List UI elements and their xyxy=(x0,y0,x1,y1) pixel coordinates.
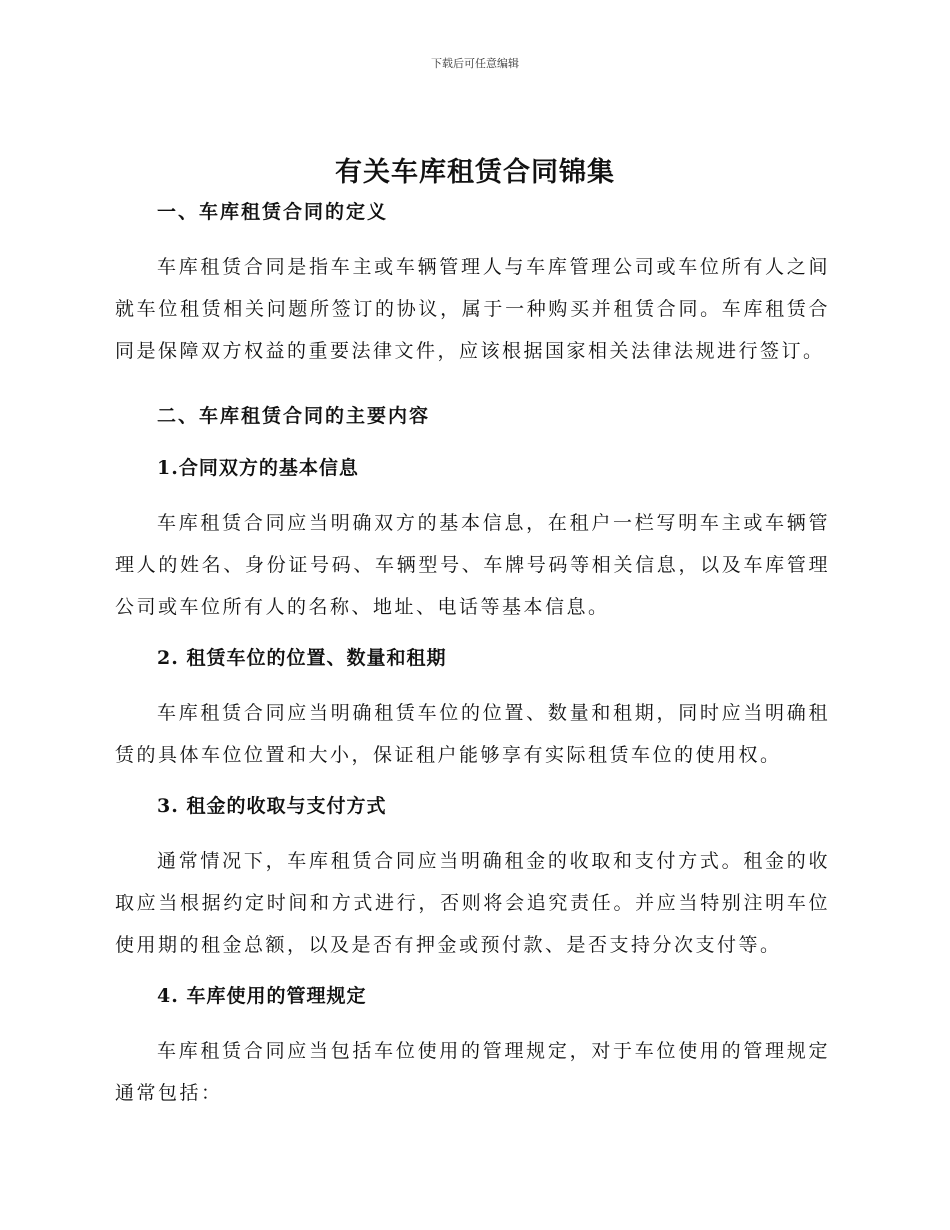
header-note: 下载后可任意编辑 xyxy=(431,57,519,70)
document-title: 有关车库租赁合同锦集 xyxy=(335,157,615,188)
section-heading-definition: 一、车库租赁合同的定义 xyxy=(157,201,389,223)
subsection-heading-basic-info: 1.合同双方的基本信息 xyxy=(157,457,359,479)
subsection-heading-location: 2. 租赁车位的位置、数量和租期 xyxy=(157,647,447,669)
subsection-heading-management: 4. 车库使用的管理规定 xyxy=(157,985,367,1007)
section-heading-main-content: 二、车库租赁合同的主要内容 xyxy=(157,405,431,427)
paragraph-location: 车库租赁合同应当明确租赁车位的位置、数量和租期，同时应当明确租赁的具体车位位置和大小，保证租户能够享有实际租赁车位的使用权。 xyxy=(115,702,830,766)
paragraph-management: 车库租赁合同应当包括车位使用的管理规定，对于车位使用的管理规定通常包括： xyxy=(115,1040,830,1104)
subsection-heading-rent: 3. 租金的收取与支付方式 xyxy=(157,795,387,817)
paragraph-rent: 通常情况下，车库租赁合同应当明确租金的收取和支付方式。租金的收取应当根据约定时间和方式进行，否则将会追究责任。并应当特别注明车位使用期的租金总额，以及是否有押金或预付款、是否支持分次支付等。 xyxy=(115,850,830,956)
document-body xyxy=(115,192,830,1124)
paragraph-basic-info: 车库租赁合同应当明确双方的基本信息，在租户一栏写明车主或车辆管理人的姓名、身份证号码、车辆型号、车牌号码等相关信息，以及车库管理公司或车位所有人的名称、地址、电话等基本信息。 xyxy=(115,512,830,618)
paragraph-definition: 车库租赁合同是指车主或车辆管理人与车库管理公司或车位所有人之间就车位租赁相关问题所签订的协议，属于一种购买并租赁合同。车库租赁合同是保障双方权益的重要法律文件，应该根据国家相关法律法规进行签订。 xyxy=(115,256,830,362)
